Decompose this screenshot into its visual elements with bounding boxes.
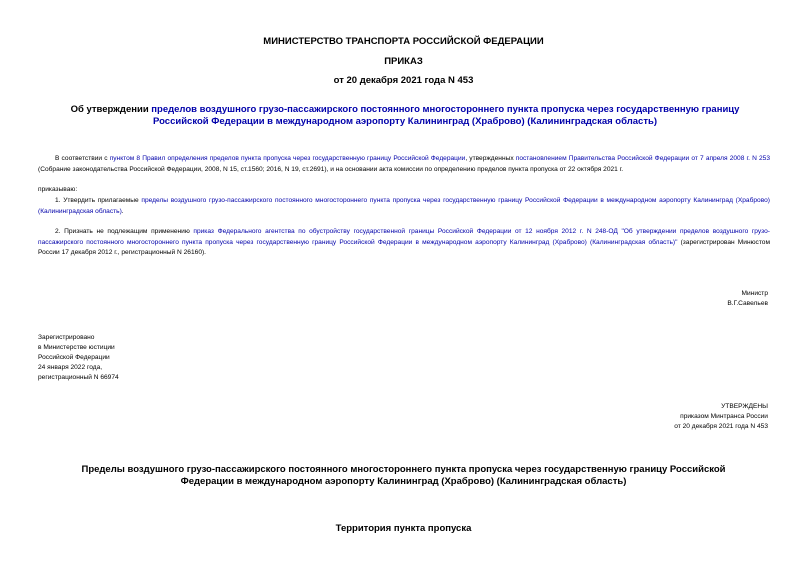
preamble-paragraph <box>38 154 770 175</box>
item-2-end: (зарегистрирован Минюстом России 17 декабря 2012 г., регистрационный N 26160). <box>38 238 770 257</box>
government-decree-link[interactable]: постановлением Правительства Российской Федерации от 7 апреля 2008 г. N 253 <box>515 155 770 162</box>
approval-block <box>674 402 768 432</box>
preamble-text-1: В соответствии с <box>55 155 110 162</box>
registration-line-5: регистрационный N 66974 <box>38 374 119 381</box>
registration-line-4: 24 января 2022 года, <box>38 364 103 371</box>
approval-line-2: приказом Минтранса России <box>680 413 768 420</box>
preamble-text-2: , утвержденных <box>465 155 516 162</box>
title-prefix: Об утверждении <box>70 104 152 115</box>
signature-position: Министр <box>741 290 768 297</box>
signature-block <box>727 289 768 309</box>
approval-line-3: от 20 декабря 2021 года N 453 <box>674 423 768 430</box>
section-heading: Территория пункта пропуска <box>335 523 472 534</box>
item-1-paragraph <box>38 196 770 217</box>
item-2-paragraph <box>38 227 770 259</box>
item-1-end: . <box>121 207 124 215</box>
item-2-text: 2. Признать не подлежащим применению <box>55 228 194 235</box>
rules-link[interactable]: пунктом 8 Правил определения пределов пункта пропуска через государственную границу Российской Федерации <box>109 155 466 162</box>
title-link[interactable]: пределов воздушного грузо-пассажирского постоянного многостороннего пункта пропуска через государственную границу Российской Федерации в международном аэропорту Калининград (Храброво) (Калининградская область) <box>151 104 740 127</box>
item-1-text: 1. Утвердить прилагаемые <box>55 197 142 204</box>
order-word: приказываю: <box>38 186 78 193</box>
date-number-heading: от 20 декабря 2021 года N 453 <box>333 75 474 86</box>
item-2-order-link[interactable]: приказ Федерального агентства по обустройству государственной границы Российской Федерации от 12 ноября 2012 г. N 248-ОД "Об утверждении пределов воздушного грузо-пассажирского постоянного многостороннего пункта пропуска через государственную границу Российской Федерации в международном аэропорту Калининград (Храброво) (Калининградская область)" <box>38 228 770 246</box>
item-1-limits-link[interactable]: пределы воздушного грузо-пассажирского постоянного многостороннего пункта пропуска через государственную границу Российской Федерации в международном аэропорту Калининград (Храброво) (Калининградская область) <box>38 197 770 215</box>
registration-line-3: Российской Федерации <box>38 354 110 361</box>
appendix-title: Пределы воздушного грузо-пассажирского постоянного многостороннего пункта пропуска через государственную границу Российской Федерации в международном аэропорту Калининград (Храброво) (Калининградская область) <box>81 464 726 487</box>
registration-line-2: в Министерстве юстиции <box>38 344 115 351</box>
approval-line-1: УТВЕРЖДЕНЫ <box>721 403 768 410</box>
signature-name: В.Г.Савельев <box>727 300 768 307</box>
ministry-heading: МИНИСТЕРСТВО ТРАНСПОРТА РОССИЙСКОЙ ФЕДЕРАЦИИ <box>263 36 544 47</box>
registration-line-1: Зарегистрировано <box>38 334 95 341</box>
doc-type-heading: ПРИКАЗ <box>384 56 423 67</box>
preamble-text-3: (Собрание законодательства Российской Федерации, 2008, N 15, ст.1560; 2016, N 19, ст.2691), и на основании акта комиссии по определению пределов пункта пропуска от 22 октября 2021 г. <box>38 165 624 173</box>
document-title <box>60 104 750 128</box>
registration-block <box>38 333 119 383</box>
